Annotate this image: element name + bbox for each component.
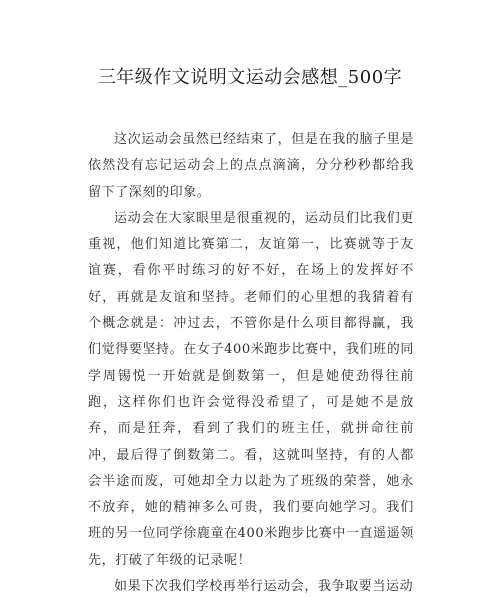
paragraph-3: 如果下次我们学校再举行运动会，我争取要当运动 [114, 579, 414, 595]
paragraph-2: 运动会在大家眼里是很重视的，运动员们比我们更重视，他们知道比赛第二，友谊第一，比赛就等于友谊赛，看你平时练习的好不好，在场上的发挥好不好，再就是友谊和坚持。老师们的心里想的我猜着有个概念就是：冲过去，不管你是什么项目都得赢，我们觉得要坚持。在女子400米跑步比赛中，我们班的同学周锡悦一开始就是倒数第一，但是她使劲得往前跑，这样你们也许会觉得没希望了，可是她不是放弃，而是狂奔，看到了我们的班主任，就拼命往前冲，最后得了倒数第二。看，这就叫坚持，有的人都会半途而废，可她却全力以赴为了班级的荣誉，她永不放弃，她的精神多么可贵，我们要向她学习。我们班的另一位同学徐鹿童在400米跑步比赛中一直遥遥领先，打破了年级的记录呢！ [88, 210, 414, 568]
document-title: 三年级作文说明文运动会感想_500字 [97, 67, 403, 88]
document-body [88, 127, 414, 600]
paragraph-1: 这次运动会虽然已经结束了，但是在我的脑子里是依然没有忘记运动会上的点点滴滴，分分秒秒都给我留下了深刻的印象。 [88, 132, 414, 200]
